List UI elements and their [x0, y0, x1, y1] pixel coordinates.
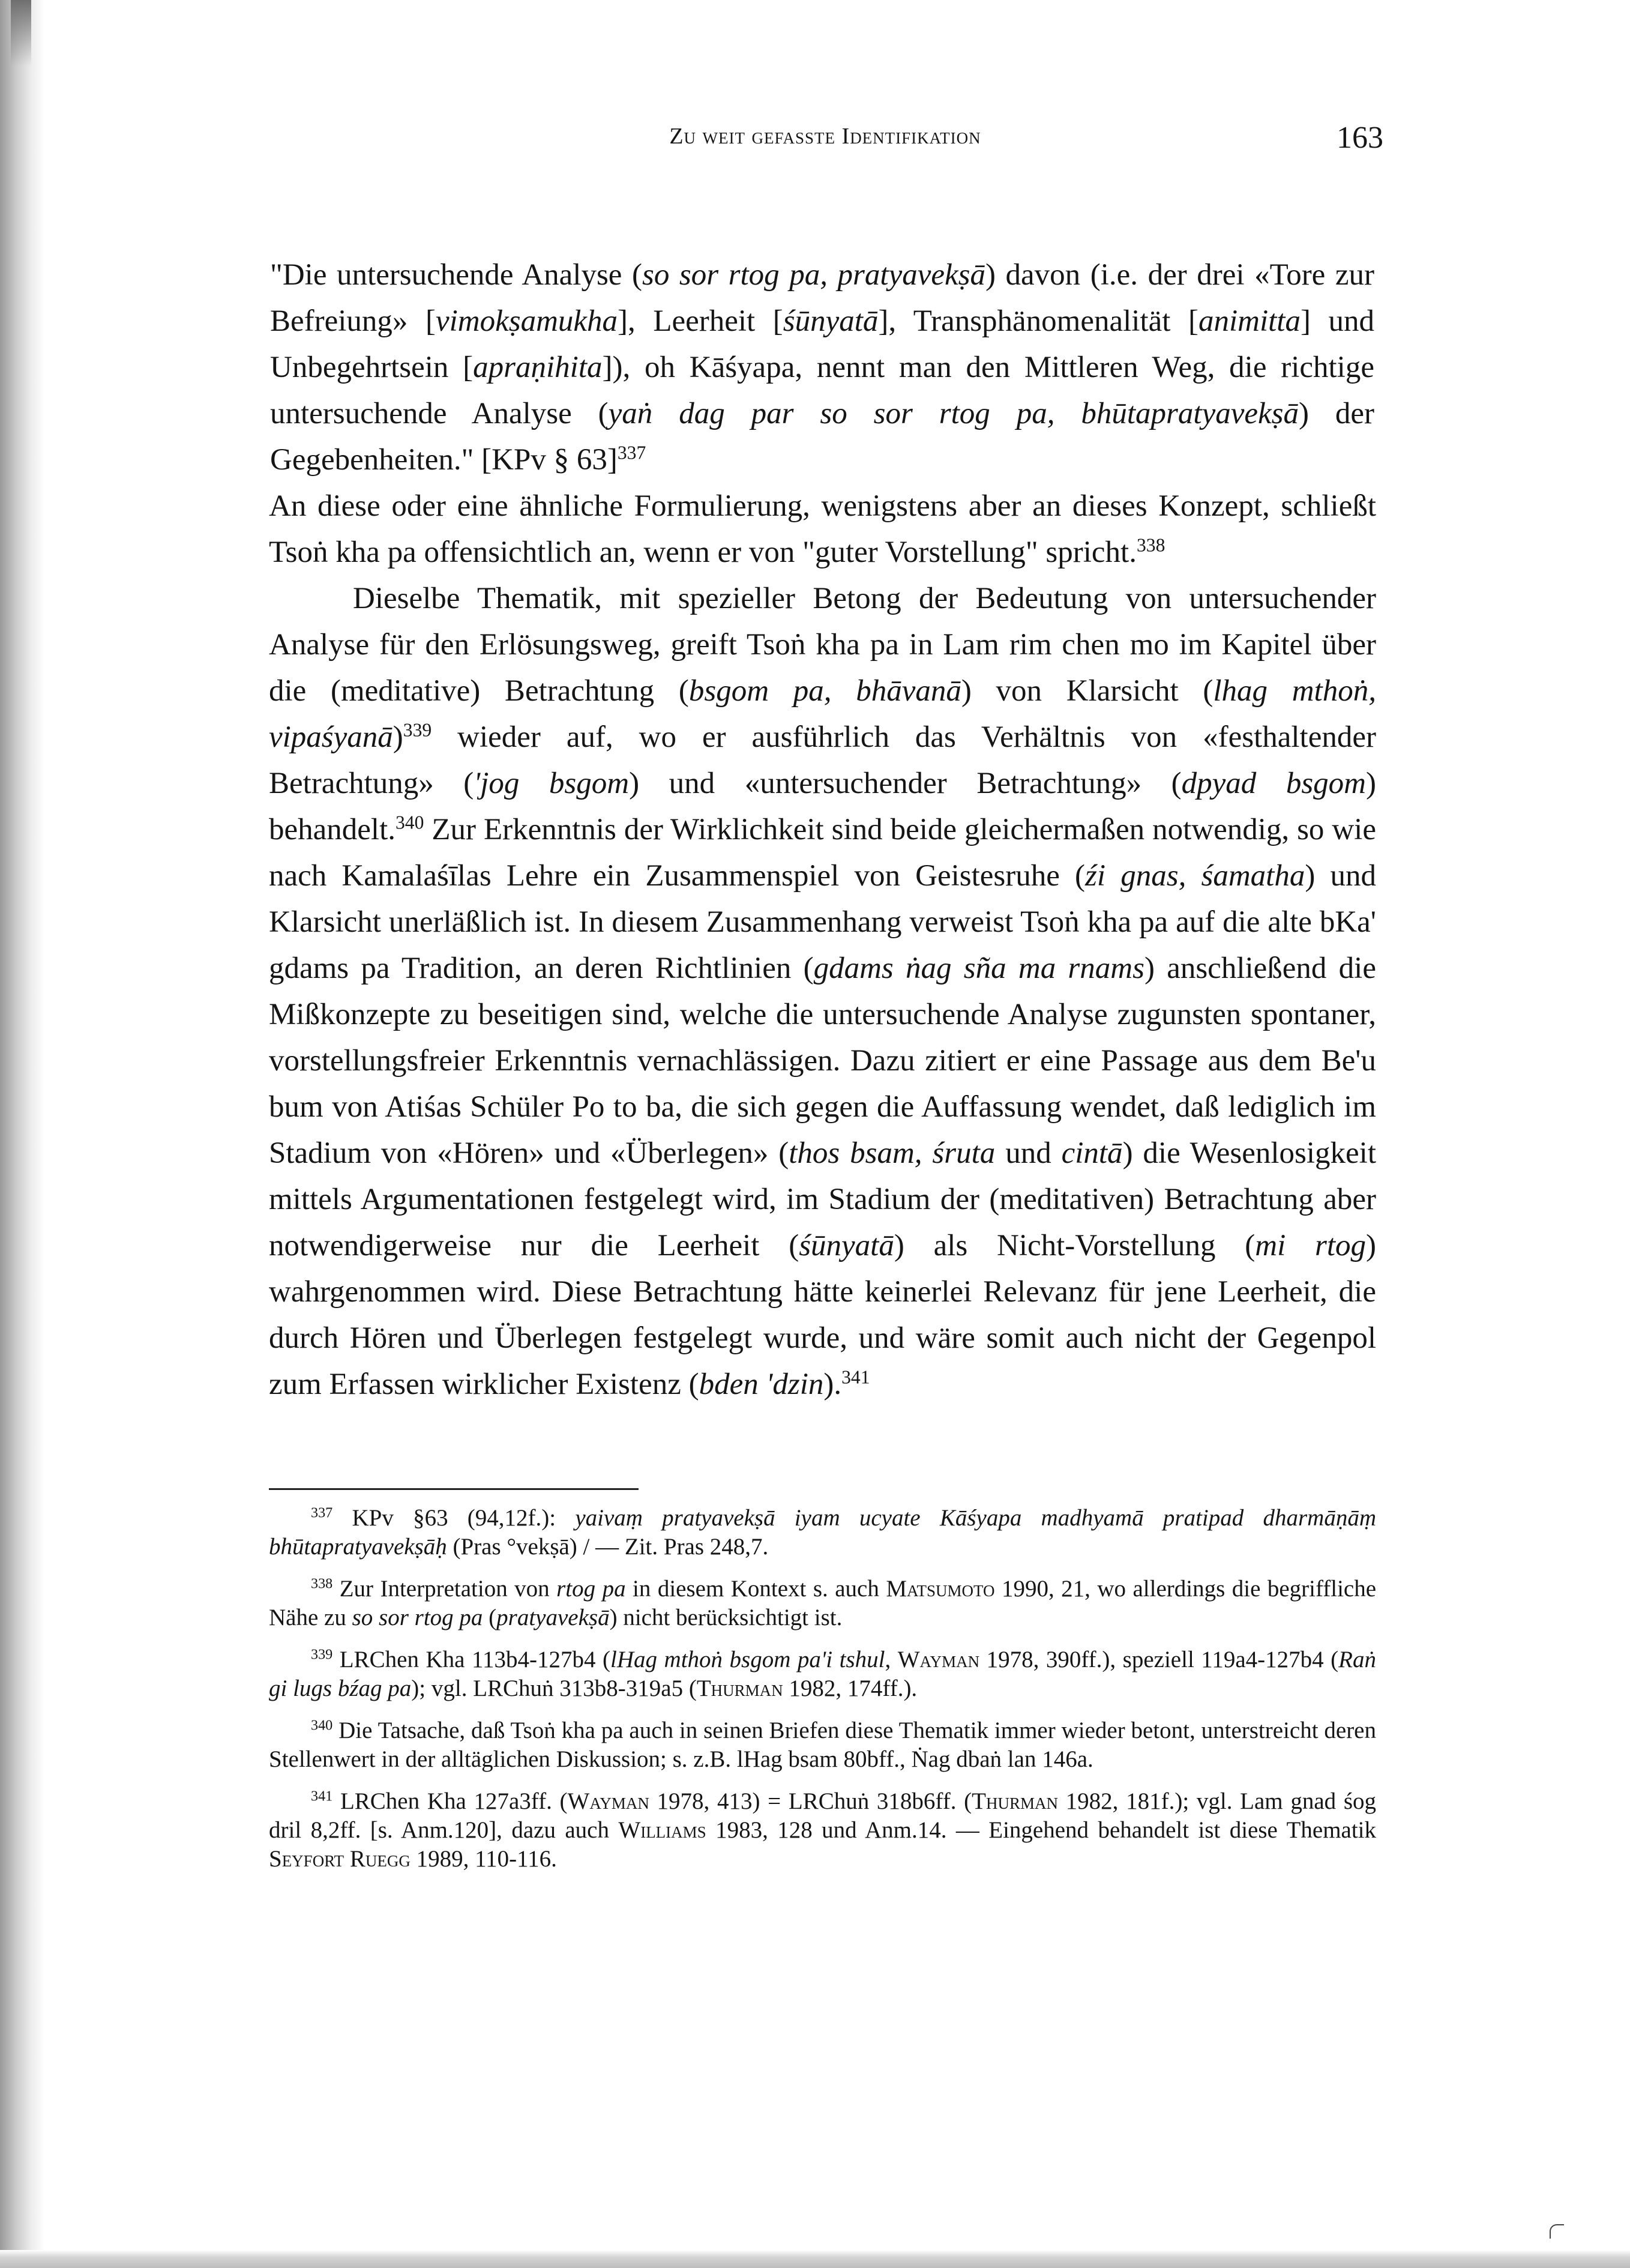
block-quote: "Die untersuchende Analyse (so sor rtog pa, pratyavekṣā) davon (i.e. der drei «Tore zur Befreiung» [vimokṣamukha], Leerheit [śūnyatā], Transphänomenalität [animitta] und Unbegehrtsein [apraṇihita]), oh Kāśyapa, nennt man den Mittleren Weg, die richtige untersuchende Analyse (yaṅ dag par so sor rtog pa, bhūtapratyavekṣā) der Gegebenheiten." [KPv § 63]$^{337}$ — [270, 258, 1375, 477]
footnote-ref-337: 337 — [617, 442, 646, 463]
body-text — [269, 483, 1376, 1408]
footnote-ref-341: 341 — [841, 1366, 870, 1388]
footnote-340: $^{340}$ Die Tatsache, daß Tsoṅ kha pa auch in seinen Briefen diese Thematik immer wieder betont, unterstreicht deren Stellenwert in der alltäglichen Diskussion; s. z.B. lHag bsam 80bff., Ṅag dbaṅ lan 146a. — [269, 1717, 1376, 1772]
footnote-337: $^{337}$ KPv §63 (94,12f.): yaivaṃ pratyavekṣā iyam ucyate Kāśyapa madhyamā pratipad dharmāṇāṃ bhūtapratyavekṣāḥ (Pras °vekṣā) / — Zit. Pras 248,7. — [269, 1504, 1376, 1560]
footnote-338: $^{338}$ Zur Interpretation von rtog pa in diesem Kontext s. auch Matsumoto 1990, 21, wo allerdings die begriffliche Nähe zu so sor rtog pa (pratyavekṣā) nicht berücksichtigt ist. — [269, 1575, 1377, 1630]
footnote-339: $^{339}$ LRChen Kha 113b4-127b4 (lHag mthoṅ bsgom pa'i tshul, Wayman 1978, 390ff.), speziell 119a4-127b4 (Raṅ gi lugs bźag pa); vgl. LRChuṅ 313b8-319a5 (Thurman 1982, 174ff.). — [269, 1646, 1376, 1701]
running-head: Zu weit gefasste Identifikation — [669, 124, 981, 149]
footnote-ref-339: 339 — [403, 719, 432, 741]
footnote-ref-338: 338 — [1136, 534, 1165, 556]
footnote-341: $^{341}$ LRChen Kha 127a3ff. (Wayman 1978, 413) = LRChuṅ 318b6ff. (Thurman 1982, 181f.); vgl. Lam gnad śog dril 8,2ff. [s. Anm.120], dazu auch Williams 1983, 128 und Anm.14. — Eingehend behandelt ist diese Thematik Seyfort Ruegg 1989, 110-116. — [269, 1788, 1377, 1872]
scan-corner-mark — [1550, 2224, 1564, 2239]
page-number: 163 — [1337, 121, 1383, 155]
footnote-separator — [269, 1488, 639, 1490]
binding-shadow — [0, 0, 45, 2268]
paragraph-1: An diese oder eine ähnliche Formulierung, wenigstens aber an dieses Konzept, schließt Tsoṅ kha pa offensichtlich an, wenn er von "guter Vorstellung" spricht.$^{338}$ — [269, 489, 1376, 569]
scan-bottom-edge — [0, 2250, 1630, 2268]
footnote-ref-340: 340 — [395, 812, 424, 833]
footnotes — [269, 1504, 1376, 1887]
paragraph-2: Dieselbe Thematik, mit spezieller Betong der Bedeutung von untersuchender Analyse für den Erlösungsweg, greift Tsoṅ kha pa in Lam rim chen mo im Kapitel über die (meditative) Betrachtung (bsgom pa, bhāvanā) von Klarsicht (lhag mthoṅ, vipaśyanā)$^{339}$ wieder auf, wo er ausführlich das Verhältnis von «festhaltender Betrachtung» ('jog bsgom) und «untersuchender Betrachtung» (dpyad bsgom) behandelt.$^{340}$ Zur Erkenntnis der Wirklichkeit sind beide gleichermaßen notwendig, so wie nach Kamalaśīlas Lehre ein Zusammenspiel von Geistesruhe (źi gnas, śamatha) und Klarsicht unerläßlich ist. In diesem Zusammenhang verweist Tsoṅ kha pa auf die alte bKa' gdams pa Tradition, an deren Richtlinien (gdams ṅag sña ma rnams) anschließend die Mißkonzepte zu beseitigen sind, welche die untersuchende Analyse zugunsten spontaner, vorstellungsfreier Erkenntnis vernachlässigen. Dazu zitiert er eine Passage aus dem Be'u bum von Atiśas Schüler Po to ba, die sich gegen die Auffassung wendet, daß lediglich im Stadium von «Hören» und «Überlegen» (thos bsam, śruta und cintā) die Wesenlosigkeit mittels Argumentationen festgelegt wird, im Stadium der (meditativen) Betrachtung aber notwendigerweise nur die Leerheit (śūnyatā) als Nicht-Vorstellung (mi rtog) wahrgenommen wird. Diese Betrachtung hätte keinerlei Relevanz für jene Leerheit, die durch Hören und Überlegen festgelegt wurde, und wäre somit auch nicht der Gegenpol zum Erfassen wirklicher Existenz (bden 'dzin).$^{341}$ — [269, 582, 1377, 1401]
